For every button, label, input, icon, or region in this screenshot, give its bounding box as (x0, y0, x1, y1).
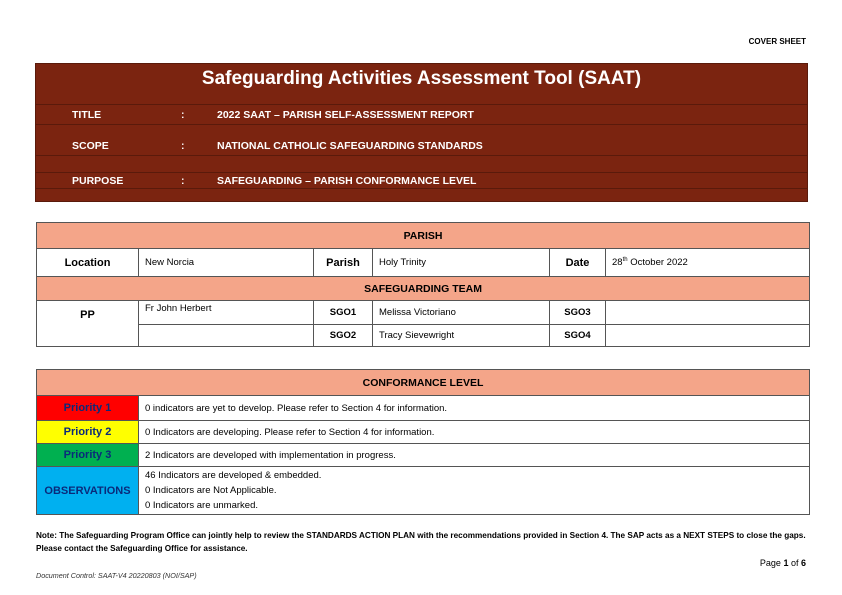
parish-label: Parish (314, 249, 373, 277)
cover-sheet-label: COVER SHEET (748, 37, 806, 46)
title-key: TITLE (72, 109, 102, 121)
note-text: Note: The Safeguarding Program Office can jointly help to review the STANDARDS ACTION PLAN with the recommendations provided in Section 4. The SAP acts as a NEXT STEPS to close the gaps. Please contact the Safeguarding Office for assistance. (36, 531, 806, 553)
parish-heading: PARISH (37, 223, 810, 249)
pp-value: Fr John Herbert (139, 301, 314, 325)
sgo4-value (606, 325, 810, 347)
title-colon: : (181, 109, 185, 121)
purpose-value: SAFEGUARDING – PARISH CONFORMANCE LEVEL (217, 175, 477, 187)
scope-value: NATIONAL CATHOLIC SAFEGUARDING STANDARDS (217, 140, 483, 152)
sgo1-label: SGO1 (314, 301, 373, 325)
date-value: 28th October 2022 (606, 249, 810, 277)
sgo4-label: SGO4 (550, 325, 606, 347)
page-number: Page 1 of 6 (759, 558, 806, 568)
date-label: Date (550, 249, 606, 277)
pp-extra (139, 325, 314, 347)
team-heading: SAFEGUARDING TEAM (37, 277, 810, 301)
observation-line: 46 Indicators are developed & embedded. (145, 470, 322, 481)
tool-title: Safeguarding Activities Assessment Tool (SAAT) (36, 64, 807, 105)
priority3-label: Priority 3 (37, 444, 139, 467)
purpose-key: PURPOSE (72, 175, 124, 187)
conformance-heading: CONFORMANCE LEVEL (37, 370, 810, 396)
sgo3-label: SGO3 (550, 301, 606, 325)
priority2-text: 0 Indicators are developing. Please refer to Section 4 for information. (139, 421, 810, 444)
sgo1-value: Melissa Victoriano (373, 301, 550, 325)
scope-colon: : (181, 140, 185, 152)
priority1-label: Priority 1 (37, 396, 139, 421)
conformance-table (36, 369, 810, 515)
sgo2-value: Tracy Sievewright (373, 325, 550, 347)
document-control: Document Control: SAAT-V4 20220803 (NOI/SAP) (36, 571, 197, 580)
header-banner (35, 63, 808, 202)
observations-label: OBSERVATIONS (37, 467, 139, 515)
priority3-text: 2 Indicators are developed with implementation in progress. (139, 444, 810, 467)
location-value: New Norcia (139, 249, 314, 277)
purpose-colon: : (181, 175, 185, 187)
scope-key: SCOPE (72, 140, 109, 152)
observation-line: 0 Indicators are unmarked. (145, 500, 259, 511)
priority1-text: 0 indicators are yet to develop. Please refer to Section 4 for information. (139, 396, 810, 421)
observation-line: 0 Indicators are Not Applicable. (145, 485, 277, 496)
sgo3-value (606, 301, 810, 325)
priority2-label: Priority 2 (37, 421, 139, 444)
observations-text (139, 467, 810, 515)
sgo2-label: SGO2 (314, 325, 373, 347)
title-value: 2022 SAAT – PARISH SELF-ASSESSMENT REPORT (217, 109, 474, 121)
location-label: Location (37, 249, 139, 277)
pp-label: PP (37, 301, 139, 347)
parish-table (36, 222, 810, 347)
parish-value: Holy Trinity (373, 249, 550, 277)
